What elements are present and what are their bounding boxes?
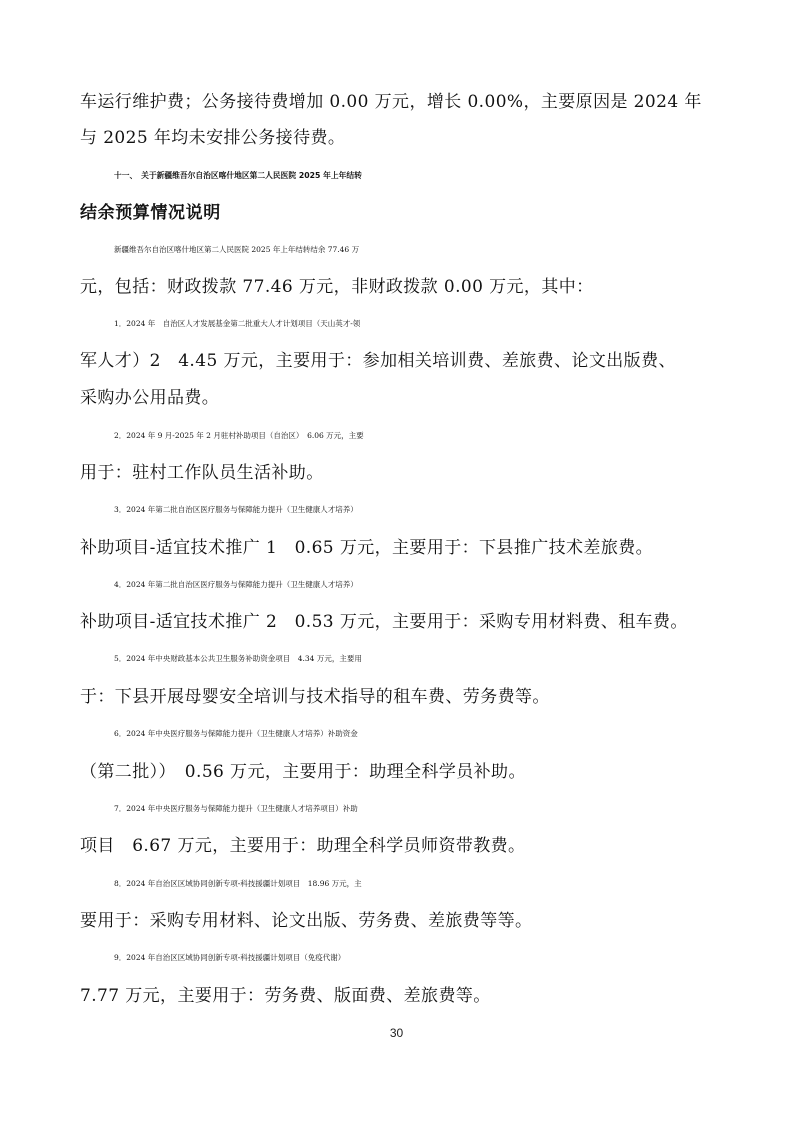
list-item-line: 军人才）2 4.45 万元，主要用于：参加相关培训费、差旅费、论文出版费、	[80, 351, 676, 371]
list-item-line: 项目 6.67 万元，主要用于：助理全科学员师资带教费。	[80, 836, 526, 856]
text-line: 车运行维护费；公务接待费增加 0.00 万元，增长 0.00%，主要原因是 2024 年	[80, 92, 702, 112]
list-item-line: 要用于：采购专用材料、论文出版、劳务费、差旅费等等。	[80, 911, 533, 931]
list-item-line: 8．2024 年自治区区域协同创新专项-科技援疆计划项目 18.96 万元，主	[114, 879, 362, 888]
page-number: 30	[389, 1026, 404, 1040]
paragraph-line: 元，包括：财政拨款 77.46 万元，非财政拨款 0.00 万元，其中：	[80, 277, 594, 297]
paragraph-line: 新疆维吾尔自治区喀什地区第二人民医院 2025 年上年结转结余 77.46 万	[114, 245, 360, 254]
list-item-line: 补助项目-适宜技术推广 1 0.65 万元，主要用于：下县推广技术差旅费。	[80, 538, 654, 558]
list-item-line: 7．2024 年中央医疗服务与保障能力提升（卫生健康人才培养项目）补助	[114, 804, 358, 813]
section-heading: 十一、 关于新疆维吾尔自治区喀什地区第二人民医院 2025 年上年结转	[114, 171, 362, 180]
list-item-line: 于：下县开展母婴安全培训与技术指导的租车费、劳务费等。	[80, 687, 550, 707]
list-item-line: 3．2024 年第二批自治区医疗服务与保障能力提升（卫生健康人才培养）	[114, 505, 358, 514]
list-item-line: 6．2024 年中央医疗服务与保障能力提升（卫生健康人才培养）补助资金	[114, 729, 358, 738]
list-item-line: 1．2024 年 自治区人才发展基金第二批重大人才计划项目（天山英才-领	[114, 319, 361, 328]
list-item-line: 4．2024 年第二批自治区医疗服务与保障能力提升（卫生健康人才培养）	[114, 580, 358, 589]
section-heading: 结余预算情况说明	[80, 203, 221, 223]
text-line: 与 2025 年均未安排公务接待费。	[80, 128, 346, 148]
list-item-line: 采购办公用品费。	[80, 388, 220, 408]
list-item-line: 9．2024 年自治区区域协同创新专项-科技援疆计划项目（免疫代谢）	[114, 953, 346, 962]
list-item-line: 2．2024 年 9 月-2025 年 2 月驻村补助项目（自治区） 6.06 万元，主要	[114, 431, 364, 440]
list-item-line: 用于：驻村工作队员生活补助。	[80, 463, 324, 483]
list-item-line: （第二批）） 0.56 万元，主要用于：助理全科学员补助。	[80, 762, 526, 782]
list-item-line: 7.77 万元，主要用于：劳务费、版面费、差旅费等。	[80, 986, 491, 1006]
list-item-line: 补助项目-适宜技术推广 2 0.53 万元，主要用于：采购专用材料费、租车费。	[80, 612, 688, 632]
list-item-line: 5．2024 年中央财政基本公共卫生服务补助资金项目 4.34 万元，主要用	[114, 654, 362, 663]
